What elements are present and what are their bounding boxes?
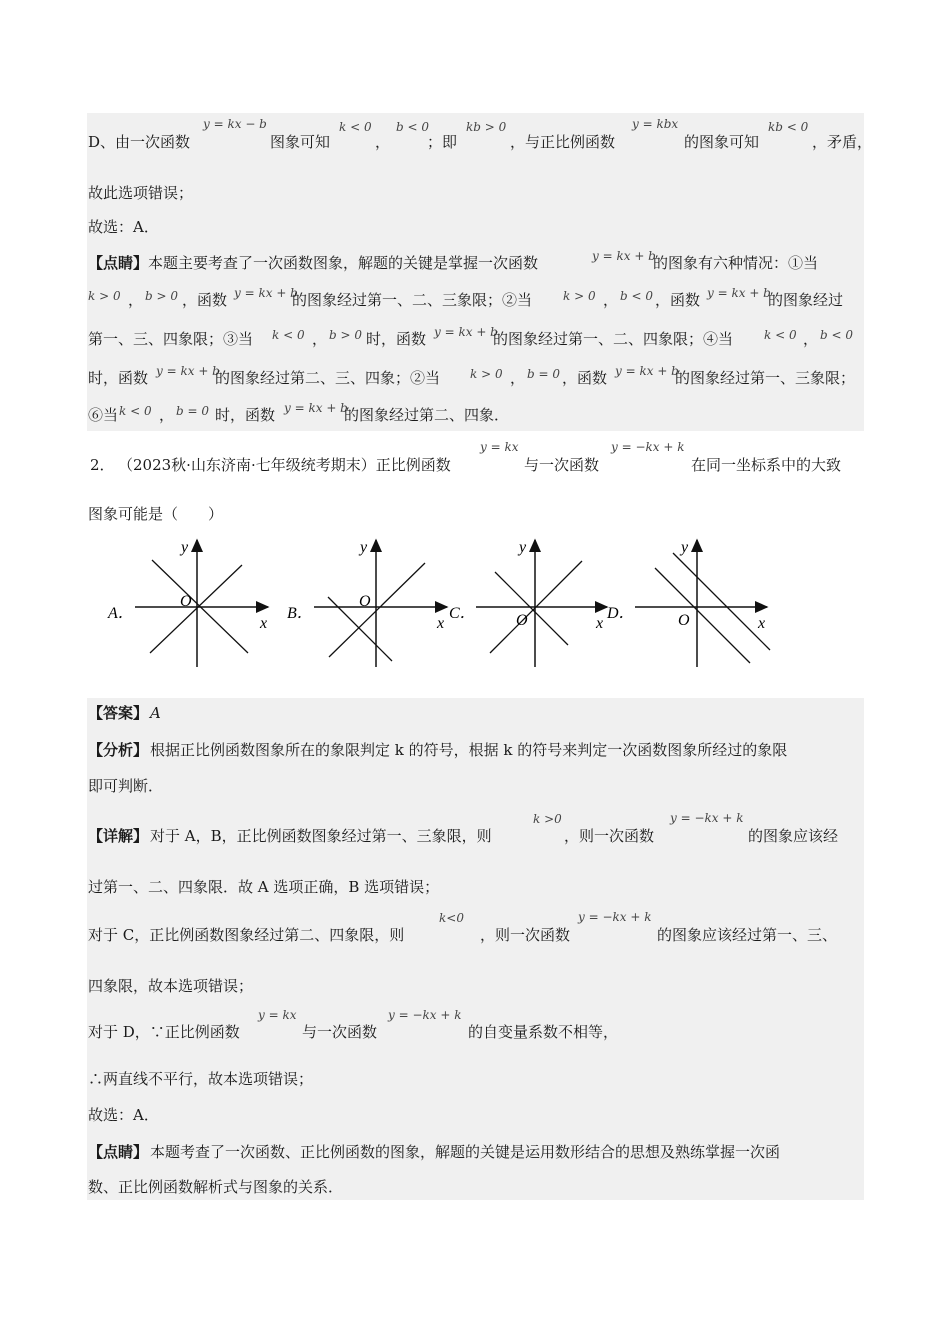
option-graphs [0, 535, 950, 675]
origin-label: O [516, 612, 528, 629]
x-axis-label: x [758, 615, 766, 632]
option-d-label: D． [607, 605, 635, 622]
origin-label: O [180, 593, 192, 610]
option-c-label: C． [449, 605, 476, 622]
x-axis-label: x [437, 615, 445, 632]
option-a-label: A． [108, 605, 134, 622]
option-c-graph[interactable] [449, 539, 607, 667]
origin-label: O [678, 612, 690, 629]
option-a-graph[interactable] [107, 539, 268, 667]
x-axis-label: x [260, 615, 268, 632]
y-axis-label: y [360, 539, 368, 556]
choice-text: 故选：A． [88, 218, 159, 236]
origin-label: O [359, 593, 371, 610]
x-axis-label: x [596, 615, 604, 632]
y-axis-label: y [181, 539, 189, 556]
y-axis-label: y [519, 539, 527, 556]
option-b-label: B． [287, 605, 313, 622]
option-d-graph[interactable] [606, 539, 770, 667]
option-b-graph[interactable] [287, 539, 447, 667]
solution-block-answer [87, 698, 864, 1200]
y-axis-label: y [681, 539, 689, 556]
conclusion-text: 故此选项错误； [88, 184, 194, 202]
